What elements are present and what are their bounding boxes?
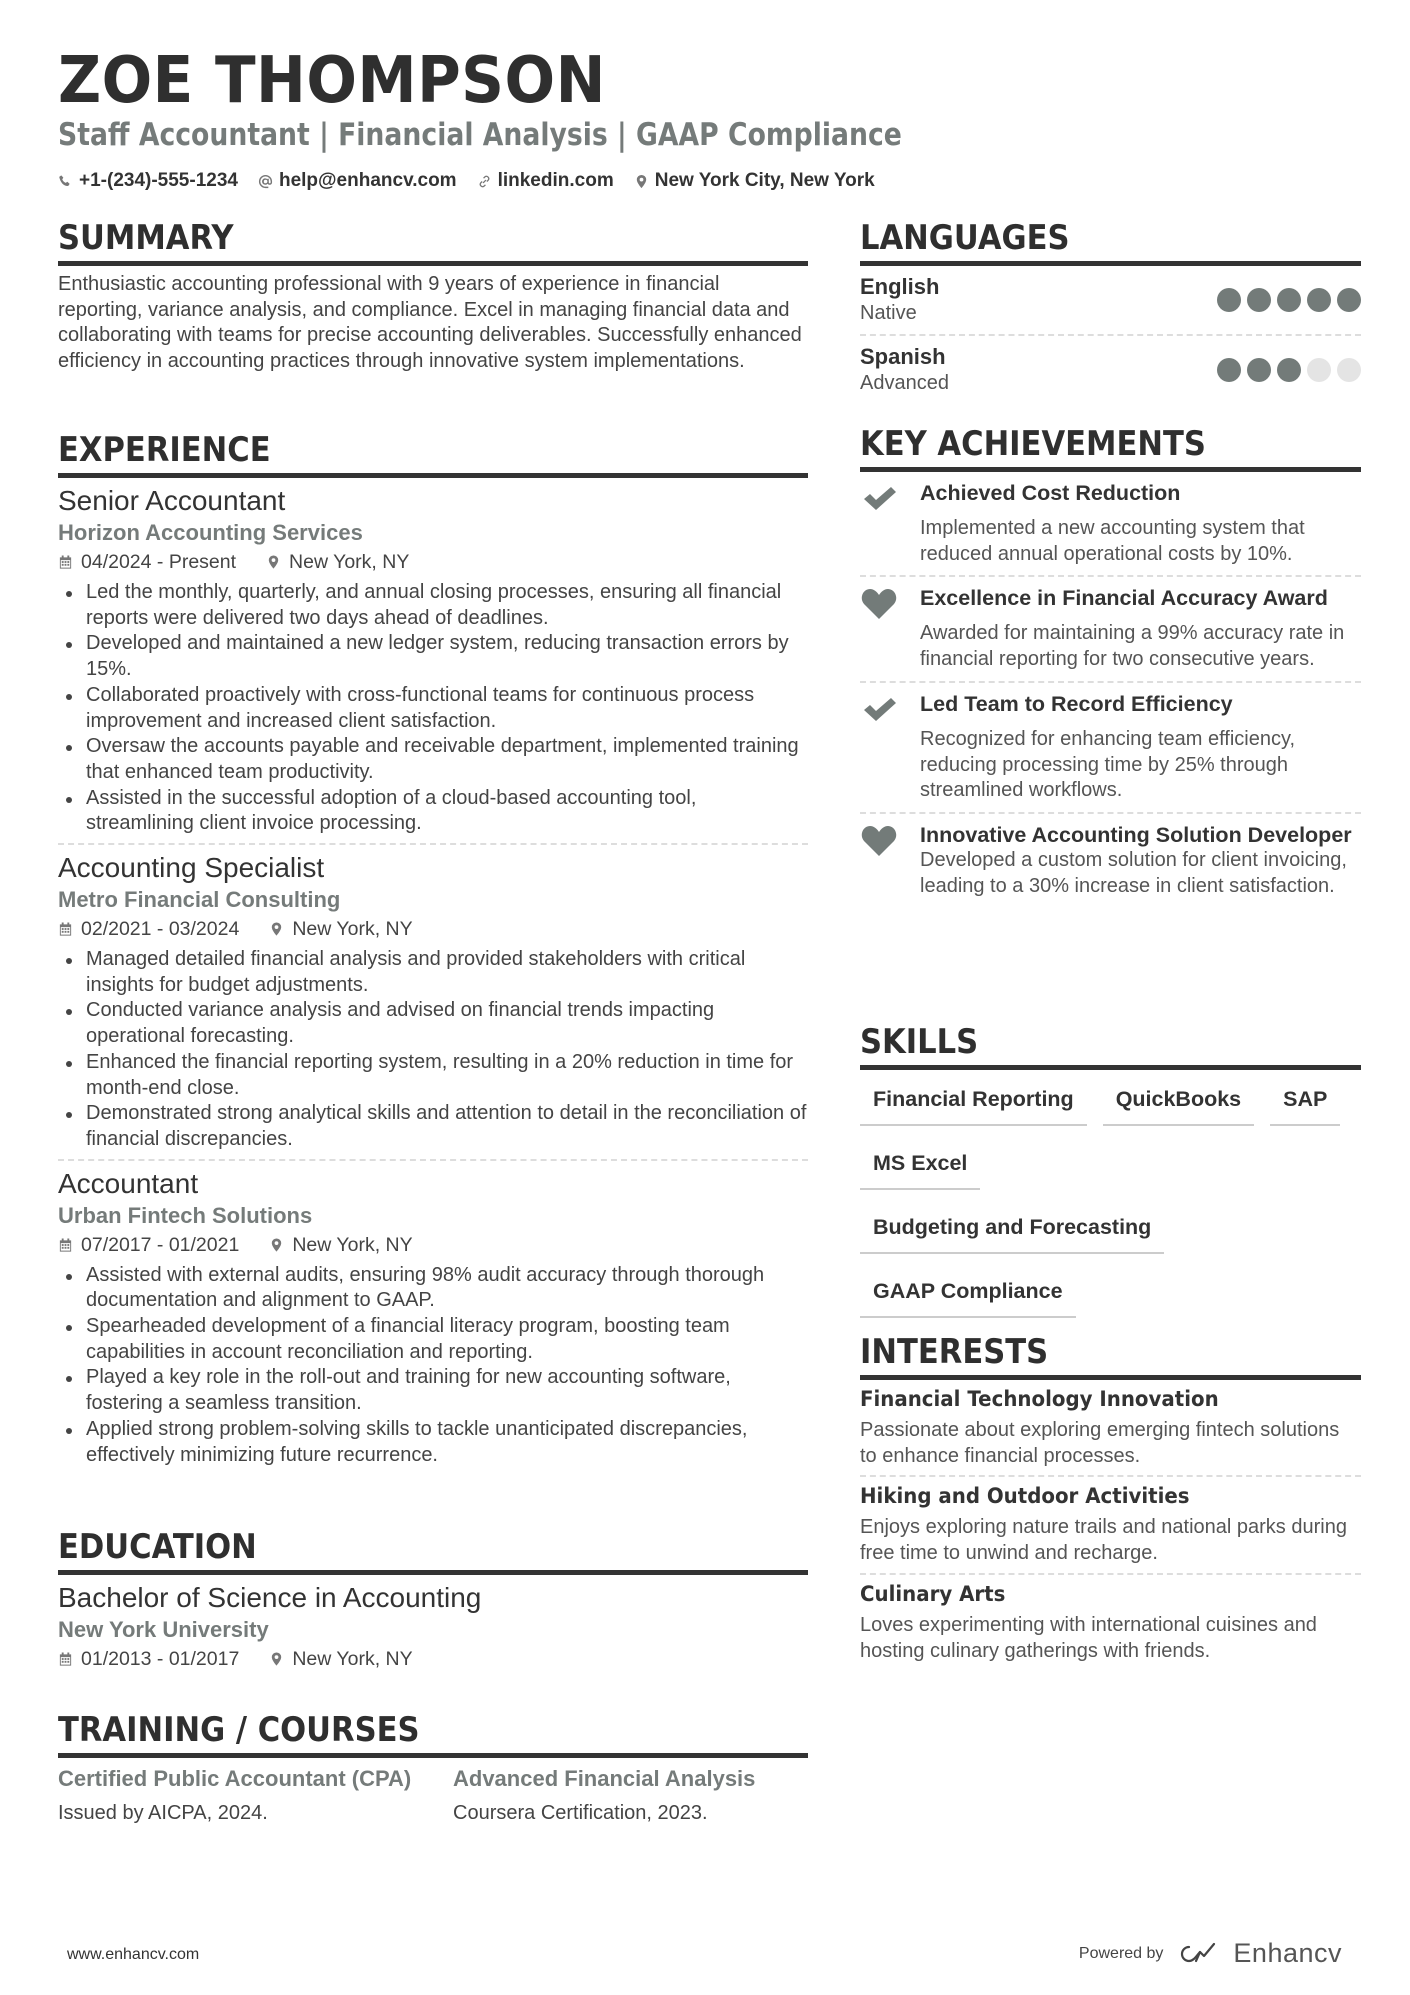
bullet-item: Developed and maintained a new ledger system, reducing transaction errors by 15%. [58,631,808,682]
calendar-icon [58,1651,73,1667]
interest-title: Hiking and Outdoor Activities [860,1484,1190,1510]
section-divider [58,261,808,266]
interests-section [860,1332,1361,1664]
interest-desc: Passionate about exploring emerging fintech solutions to enhance financial processes. [860,1419,1340,1467]
section-title-interests: INTERESTS [860,1332,1049,1372]
skill-tag: Financial Reporting [860,1076,1087,1126]
section-divider [58,473,808,478]
section-title-languages: LANGUAGES [860,218,1070,258]
skill-tag: SAP [1270,1076,1340,1126]
skill-tag: MS Excel [860,1140,980,1190]
training-list [58,1766,808,1826]
job-bullets [58,947,808,1153]
heart-icon [860,587,898,621]
education-dates: 01/2013 - 01/2017 [81,1648,240,1670]
training-desc: Issued by AICPA, 2024. [58,1802,268,1824]
contact-email[interactable] [258,170,457,192]
interest-title: Culinary Arts [860,1581,1006,1607]
bullet-item: Spearheaded development of a financial literacy program, boosting team capabilities in account reconciliation and reporting. [58,1314,808,1365]
interest-item [860,1483,1361,1566]
phone-text: +1-(234)-555-1234 [79,170,238,191]
link-icon [477,174,492,189]
rating-dot-filled [1217,358,1241,382]
entry-divider [58,1159,808,1161]
job-bullets [58,580,808,837]
job-entry [58,851,808,1153]
rating-dot-filled [1337,288,1361,312]
skill-tag: QuickBooks [1103,1076,1254,1126]
contact-bar [58,170,875,192]
enhancv-logo-icon [1175,1941,1221,1967]
language-rating [1217,288,1361,312]
section-title-education: EDUCATION [58,1527,257,1567]
footer-branding[interactable] [1079,1938,1342,1969]
language-level: Advanced [860,372,949,394]
achievement-title: Excellence in Financial Accuracy Award [920,586,1328,611]
section-title-experience: EXPERIENCE [58,430,271,470]
achievement-title: Led Team to Record Efficiency [920,691,1233,716]
location-pin-icon [634,174,649,189]
bullet-item: Applied strong problem-solving skills to tackle unanticipated discrepancies, effectively minimizing future recurrence. [58,1417,808,1468]
achievement-item [860,472,1361,575]
job-meta [58,548,808,576]
rating-dot-filled [1247,358,1271,382]
training-title: Advanced Financial Analysis [453,1766,756,1791]
training-desc: Coursera Certification, 2023. [453,1802,708,1824]
job-dates: 04/2024 - Present [81,551,237,573]
bullet-item: Played a key role in the roll-out and training for new accounting software, fostering a seamless transition. [58,1365,808,1416]
languages-section [860,218,1361,404]
headline: Staff Accountant | Financial Analysis | GAAP Compliance [58,117,902,153]
location-pin-icon [269,1237,284,1253]
bullet-item: Led the monthly, quarterly, and annual closing processes, ensuring all financial reports were delivered two days ahead of deadlines. [58,580,808,631]
achievement-desc: Recognized for enhancing team efficiency, reducing processing time by 25% through streamlined workflows. [920,727,1296,802]
experience-section [58,430,808,1468]
job-location: New York, NY [292,918,413,941]
section-title-summary: SUMMARY [58,218,234,258]
rating-dot-filled [1247,288,1271,312]
phone-icon [58,174,73,189]
bullet-item: Demonstrated strong analytical skills and attention to detail in the reconciliation of financial discrepancies. [58,1101,808,1152]
language-rating [1217,358,1361,382]
rating-dot-empty [1337,358,1361,382]
footer-website-link[interactable]: www.enhancv.com [67,1946,200,1963]
interest-desc: Enjoys exploring nature trails and national parks during free time to unwind and recharge. [860,1516,1347,1565]
location-pin-icon [269,1651,284,1667]
degree: Bachelor of Science in Accounting [58,1582,482,1613]
linkedin-text: linkedin.com [497,170,614,191]
entry-divider [58,843,808,845]
job-title: Accounting Specialist [58,852,325,884]
achievement-desc: Awarded for maintaining a 99% accuracy rate in financial reporting for two consecutive years. [920,622,1345,671]
section-divider [58,1753,808,1758]
job-title: Senior Accountant [58,485,286,516]
section-title-training: TRAINING / COURSES [58,1710,420,1750]
skills-list [860,1076,1361,1332]
bullet-item: Collaborated proactively with cross-functional teams for continuous process improvement and increased client satisfaction. [58,683,808,734]
job-title: Accountant [58,1167,199,1199]
language-item [860,336,1361,404]
education-meta [58,1645,808,1673]
job-dates: 07/2017 - 01/2021 [81,1233,240,1256]
job-entry [58,1167,808,1469]
rating-dot-empty [1307,358,1331,382]
section-title-achievements: KEY ACHIEVEMENTS [860,424,1206,464]
rating-dot-filled [1217,288,1241,312]
skill-tag: Budgeting and Forecasting [860,1204,1164,1254]
section-divider [860,1065,1361,1070]
contact-location [634,170,875,192]
company-name: Urban Fintech Solutions [58,1202,313,1228]
training-item [58,1766,413,1826]
education-section [58,1527,808,1673]
calendar-icon [58,921,73,937]
rating-dot-filled [1307,288,1331,312]
contact-linkedin[interactable] [477,170,614,192]
rating-dot-filled [1277,288,1301,312]
location-pin-icon [269,921,284,937]
checkmark-icon [860,482,898,516]
candidate-name: ZOE THOMPSON [58,44,606,118]
bullet-item: Assisted in the successful adoption of a cloud-based accounting tool, streamlining client invoice processing. [58,786,808,837]
location-pin-icon [266,554,281,570]
education-location: New York, NY [292,1648,413,1670]
school-name: New York University [58,1617,269,1642]
achievement-item [860,683,1361,812]
job-meta [58,1231,808,1259]
language-name: Spanish [860,344,946,369]
checkmark-icon [860,693,898,727]
job-dates: 02/2021 - 03/2024 [81,918,240,941]
bullet-item: Assisted with external audits, ensuring 98% audit accuracy through thorough documentation and alignment to GAAP. [58,1263,808,1314]
summary-text: Enthusiastic accounting professional with 9 years of experience in financial reporting, variance analysis, and compliance. Excel in managing financial data and collaborating with teams for precise accounting deliverables. Successfully enhanced efficiency in accounting practices through innovative system implementations. [58,273,802,373]
skills-section [860,1022,1361,1332]
contact-phone[interactable] [58,170,238,192]
summary-section [58,218,808,375]
language-name: English [860,274,940,299]
achievement-title: Achieved Cost Reduction [920,481,1181,505]
at-icon [258,174,273,189]
section-divider [860,1375,1361,1380]
training-item [453,1766,808,1826]
location-text: New York City, New York [654,170,875,191]
section-title-skills: SKILLS [860,1022,979,1062]
training-section [58,1710,808,1826]
powered-by-label: Powered by [1078,1944,1164,1962]
achievement-desc: Developed a custom solution for client invoicing, leading to a 30% increase in client satisfaction. [920,848,1347,897]
bullet-item: Conducted variance analysis and advised on financial trends impacting operational forecasting. [58,998,808,1049]
entry-divider [860,1475,1361,1477]
calendar-icon [58,1237,73,1253]
enhancv-brand-name: Enhancv [1233,1938,1342,1968]
achievement-desc: Implemented a new accounting system that reduced annual operational costs by 10%. [920,517,1305,565]
bullet-item: Enhanced the financial reporting system, resulting in a 20% reduction in time for month-end close. [58,1050,808,1101]
rating-dot-filled [1277,358,1301,382]
achievement-item [860,814,1361,907]
section-divider [58,1570,808,1575]
job-location: New York, NY [289,551,410,573]
interest-title: Financial Technology Innovation [860,1387,1219,1412]
training-title: Certified Public Accountant (CPA) [58,1766,412,1791]
bullet-item: Managed detailed financial analysis and provided stakeholders with critical insights for budget adjustments. [58,947,808,998]
job-meta [58,915,808,943]
email-text: help@enhancv.com [278,170,457,191]
skill-tag: GAAP Compliance [860,1268,1076,1318]
interest-item [860,1386,1361,1469]
job-entry [58,484,808,837]
heart-icon [860,824,898,858]
interest-item [860,1581,1361,1664]
job-bullets [58,1263,808,1469]
achievement-title: Innovative Accounting Solution Developer [920,822,1352,847]
achievements-section [860,424,1361,907]
language-level: Native [860,302,917,324]
achievement-item [860,577,1361,680]
interest-desc: Loves experimenting with international cuisines and hosting culinary gatherings with friends. [860,1613,1317,1662]
language-item [860,266,1361,334]
company-name: Metro Financial Consulting [58,887,341,913]
calendar-icon [58,554,73,570]
entry-divider [860,1573,1361,1575]
bullet-item: Oversaw the accounts payable and receivable department, implemented training that enhanced team productivity. [58,734,808,785]
job-location: New York, NY [292,1233,413,1256]
company-name: Horizon Accounting Services [58,520,363,545]
